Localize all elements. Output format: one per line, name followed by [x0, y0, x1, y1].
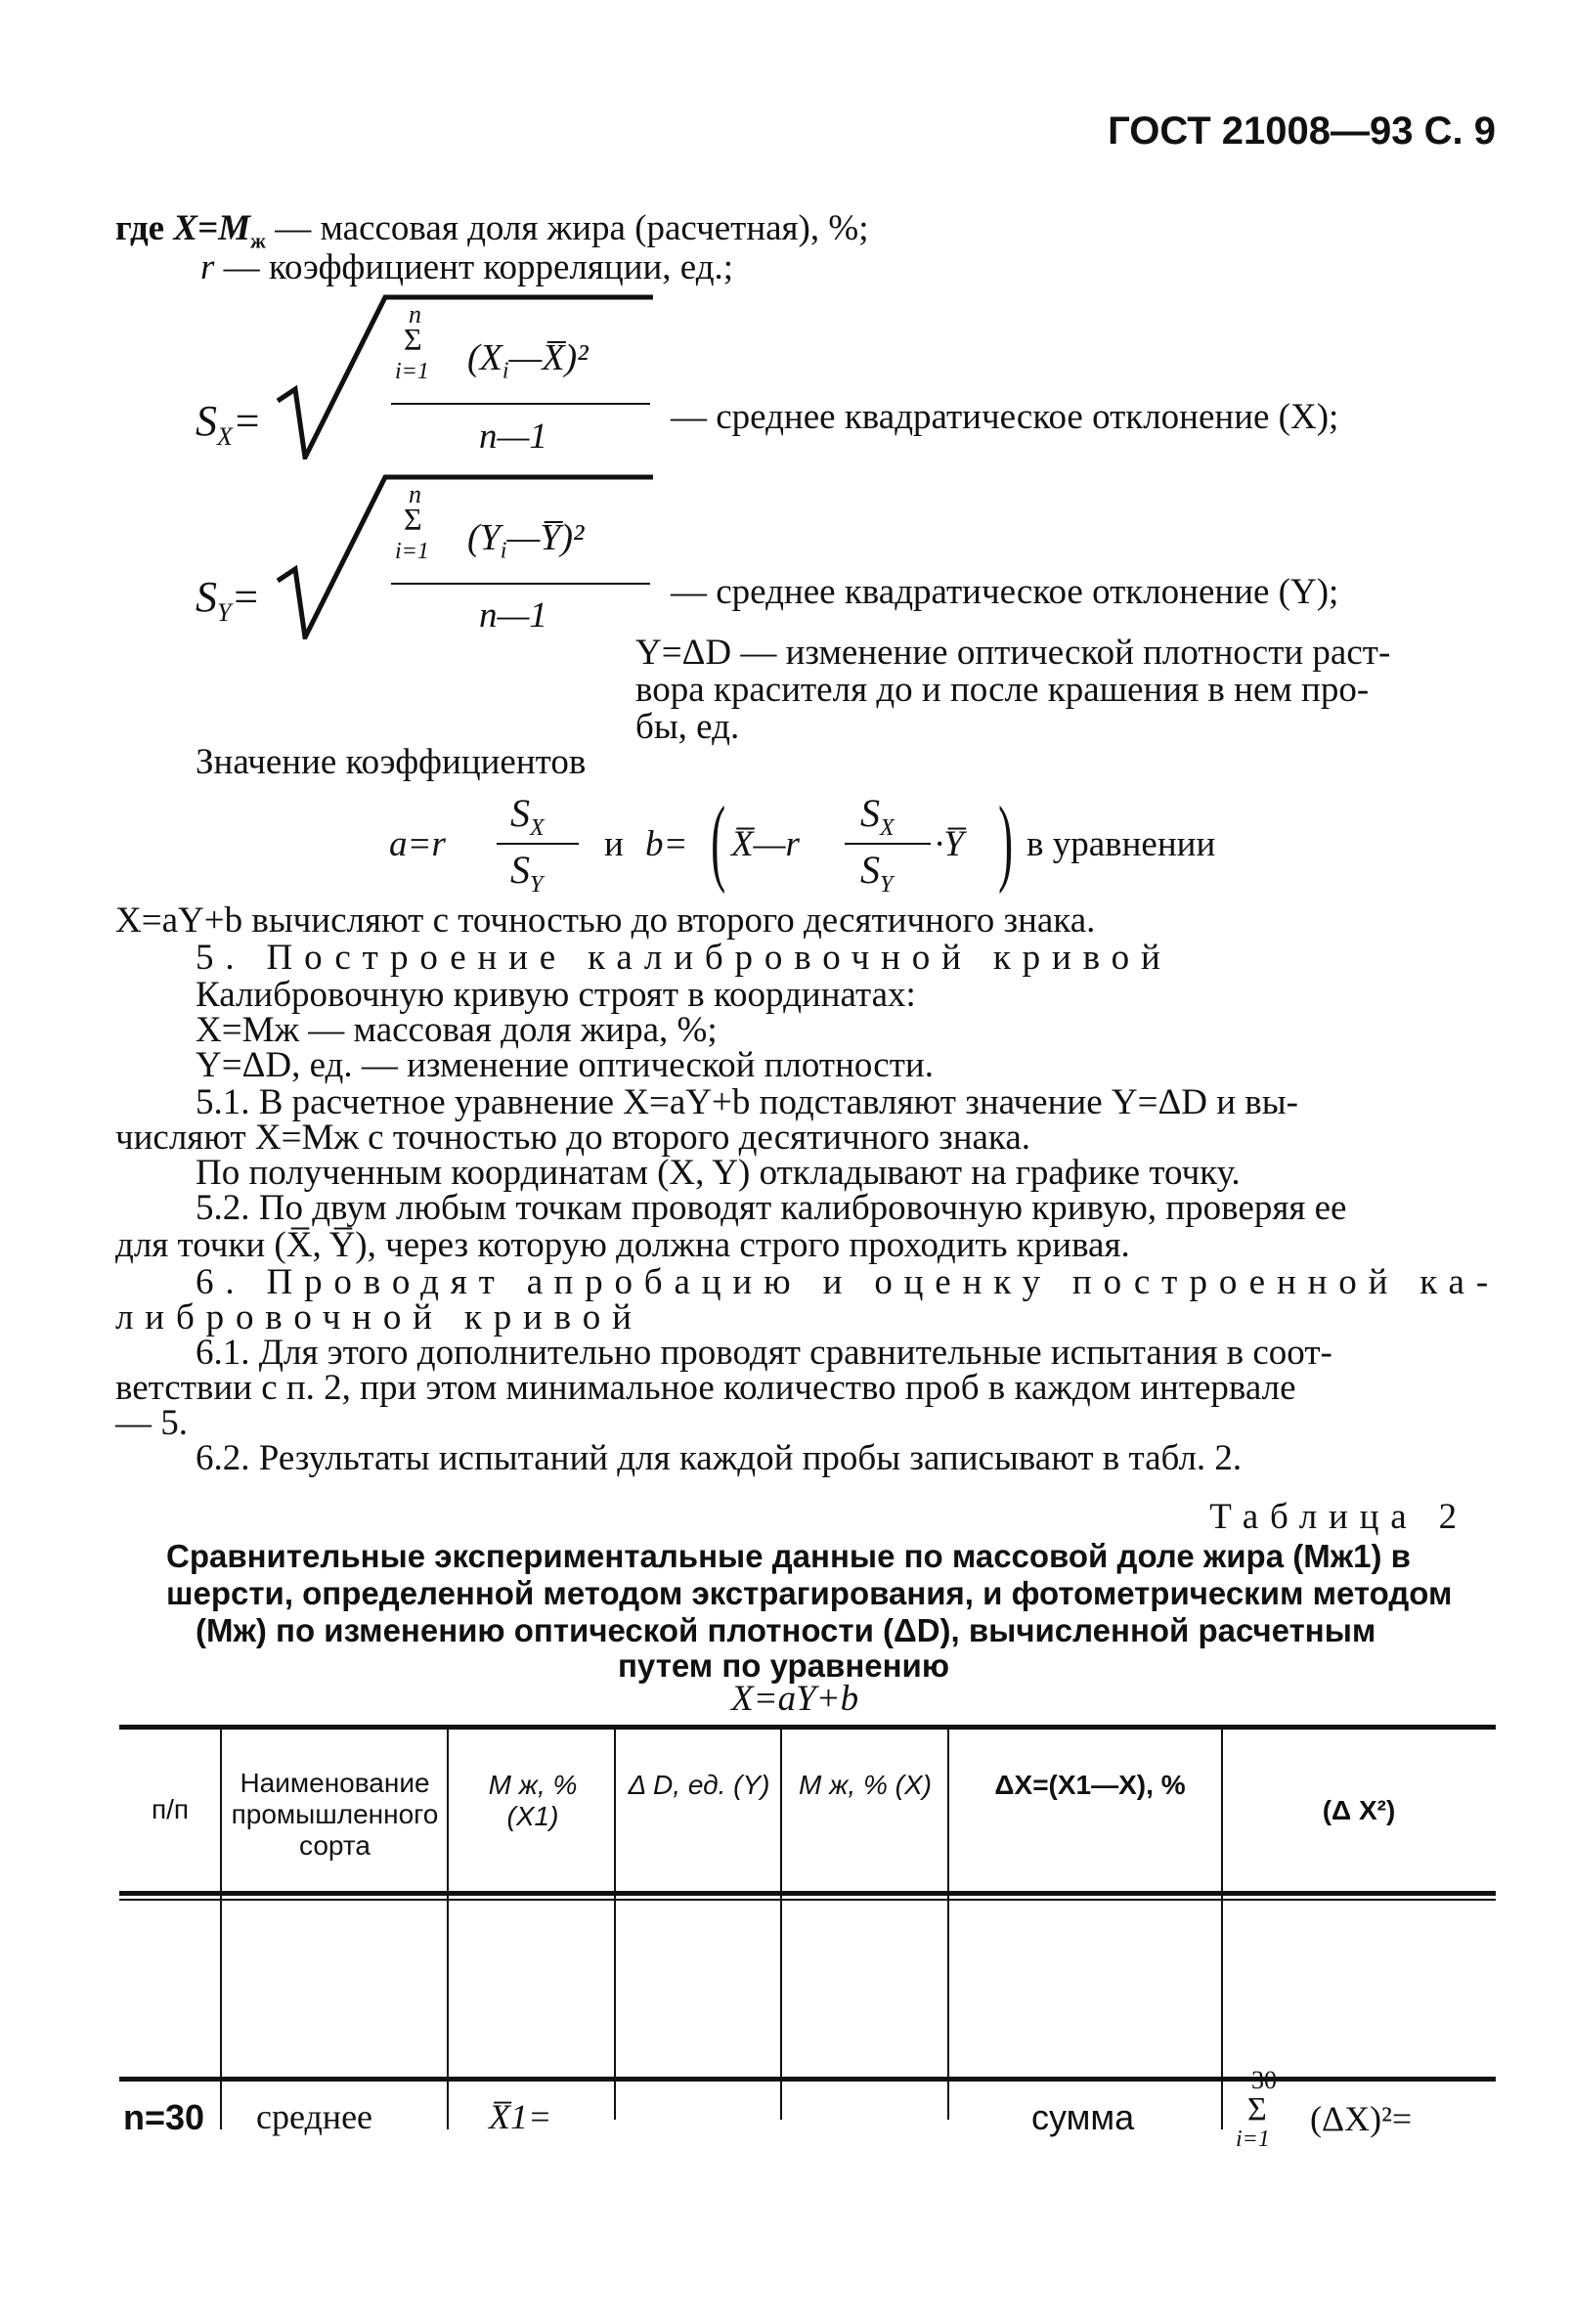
sy-sum-symbol: Σ — [404, 502, 422, 537]
sy-lhs: $S_Y=$ — [196, 573, 261, 627]
definition-1-text: — массовая доля жира (расчетная), %; — [275, 208, 869, 248]
body-line-11: 6.1. Для этого дополнительно проводят сравнительные испытания в соот- — [196, 1333, 1332, 1373]
a-denominator: $S_Y$ — [510, 848, 544, 898]
footer-sigma-bottom: i=1 — [1236, 2127, 1270, 2152]
body-line-5: числяют X=Mж с точностью до второго десятичного знака. — [115, 1118, 1031, 1158]
table-label: Таблица 2 — [1209, 1497, 1468, 1537]
sx-sum-top: n — [409, 300, 421, 329]
sy-denominator: n—1 — [479, 595, 547, 636]
col-divider-4 — [780, 1729, 782, 2120]
table-header-rule-2 — [119, 1899, 1496, 1901]
table-top-rule — [119, 1725, 1496, 1730]
header-mzh-x: M ж, % (X) — [799, 1770, 932, 1800]
body-line-3: Y=ΔD, ед. — изменение оптической плотности. — [196, 1045, 934, 1085]
y-definition-3: бы, ед. — [635, 707, 740, 747]
body-line-12: ветствии с п. 2, при этом минимальное количество проб в каждом интервале — [115, 1368, 1296, 1408]
footer-average: среднее — [256, 2097, 373, 2136]
header-number: п/п — [151, 1794, 190, 1824]
section-6-heading-cont: либровочной кривой — [115, 1297, 643, 1337]
col-divider-6 — [1221, 1729, 1223, 2129]
footer-sigma-top: 30 — [1251, 2066, 1277, 2094]
b-numerator: $S_X$ — [860, 791, 895, 841]
footer-sigma-expression: (ΔX)²= — [1310, 2099, 1413, 2138]
table-caption-2: шерсти, определенной методом экстрагирования, и фотометрическим методом — [166, 1575, 1453, 1611]
sx-numerator: $(X_i—X̅)^2$ — [467, 337, 589, 384]
body-line-7: 5.2. По двум любым точкам проводят калибровочную кривую, проверяя ее — [196, 1188, 1347, 1228]
a-numerator: $S_X$ — [510, 791, 545, 841]
sx-radical-icon — [276, 293, 657, 460]
header-delta-x: ΔX=(X1—X), % — [994, 1770, 1186, 1800]
body-line-1: Калибровочную кривую строят в координатах: — [196, 975, 916, 1015]
sx-fraction-bar — [391, 403, 650, 405]
sy-sum-bottom: i=1 — [395, 539, 429, 564]
section-6-heading: 6. Проводят апробацию и оценку построенной ка- — [196, 1262, 1500, 1302]
header-delta-x-squared: (Δ X²) — [1322, 1795, 1396, 1825]
a-fraction-bar — [497, 843, 579, 845]
sx-sum-bottom: i=1 — [395, 359, 429, 384]
sy-radical-icon — [276, 473, 657, 639]
body-line-2: X=Mж — массовая доля жира, %; — [196, 1010, 718, 1050]
left-paren: ( — [711, 786, 726, 895]
body-line-13: — 5. — [115, 1403, 188, 1443]
section-5-heading: 5. Построение калибровочной кривой — [196, 938, 1172, 978]
body-line-8: для точки (X̅, Y̅), через которую должна строго проходить кривая. — [115, 1225, 1130, 1265]
b-inner-right: ·Y̅ — [935, 824, 964, 864]
sy-description: — среднее квадратическое отклонение (Y); — [671, 572, 1339, 612]
col-divider-3 — [614, 1729, 616, 2120]
footer-sigma: Σ — [1247, 2091, 1267, 2127]
sy-fraction-bar — [391, 583, 650, 585]
and-word: и — [604, 824, 624, 864]
table-caption-3: (Mж) по изменению оптической плотности (ΔD), вычисленной расчетным — [196, 1612, 1376, 1648]
col-divider-2 — [447, 1729, 449, 2129]
right-paren: ) — [998, 786, 1014, 895]
sx-description: — среднее квадратическое отклонение (X); — [671, 397, 1339, 437]
body-line-14: 6.2. Результаты испытаний для каждой пробы записывают в табл. 2. — [196, 1438, 1243, 1478]
definition-2-text: — коэффициент корреляции, ед.; — [223, 247, 734, 287]
y-definition-2: вора красителя до и после крашения в нем про- — [635, 670, 1370, 710]
table-caption-4: путем по уравнению — [618, 1647, 950, 1684]
col-divider-1 — [220, 1729, 222, 2129]
col-divider-5 — [947, 1729, 949, 2120]
body-line-4: 5.1. В расчетное уравнение X=aY+b подставляют значение Y=ΔD и вы- — [196, 1082, 1298, 1122]
table-caption-1: Сравнительные экспериментальные данные по массовой доле жира (Mж1) в — [166, 1538, 1411, 1574]
table-caption-equation: X=aY+b — [731, 1679, 859, 1719]
a-lhs: a=r — [389, 824, 446, 864]
header-name: Наименование промышленного сорта — [231, 1768, 439, 1862]
page-reference: ГОСТ 21008—93 С. 9 — [1108, 110, 1496, 153]
sx-sum-symbol: Σ — [404, 322, 422, 357]
coeff-precision-line: X=aY+b вычисляют с точностью до второго десятичного знака. — [115, 900, 1096, 941]
body-line-6: По полученным координатам (X, Y) откладывают на графике точку. — [196, 1153, 1241, 1193]
where-word: где — [115, 208, 165, 248]
in-equation-text: в уравнении — [1026, 824, 1216, 864]
sx-lhs: $S_X=$ — [196, 397, 262, 451]
b-denominator: $S_Y$ — [860, 848, 894, 898]
footer-x1-mean: X̅1= — [489, 2097, 552, 2136]
r-var: r — [200, 247, 215, 287]
x-m-sub: ж — [250, 228, 266, 253]
table-footer-rule — [119, 2077, 1496, 2082]
header-delta-d: Δ D, ед. (Y) — [628, 1770, 770, 1800]
header-mzh-x1: M ж, % (X1) — [488, 1770, 578, 1832]
b-lhs: b= — [645, 824, 688, 864]
x-equals-m-var: X=M — [173, 208, 251, 248]
b-fraction-bar — [845, 843, 931, 845]
sy-sum-top: n — [409, 480, 421, 508]
definition-line-2 — [200, 246, 733, 289]
footer-sum: сумма — [1031, 2097, 1135, 2137]
b-inner-left: X̅—r — [731, 824, 800, 864]
table-header-rule — [119, 1891, 1496, 1896]
sx-denominator: n—1 — [479, 417, 547, 457]
footer-n: n=30 — [123, 2097, 205, 2137]
coefficients-intro: Значение коэффициентов — [196, 742, 587, 782]
y-definition-1: Y=ΔD — изменение оптической плотности раст- — [635, 633, 1391, 673]
sy-numerator: $(Y_i—Y̅)^2$ — [467, 517, 585, 564]
